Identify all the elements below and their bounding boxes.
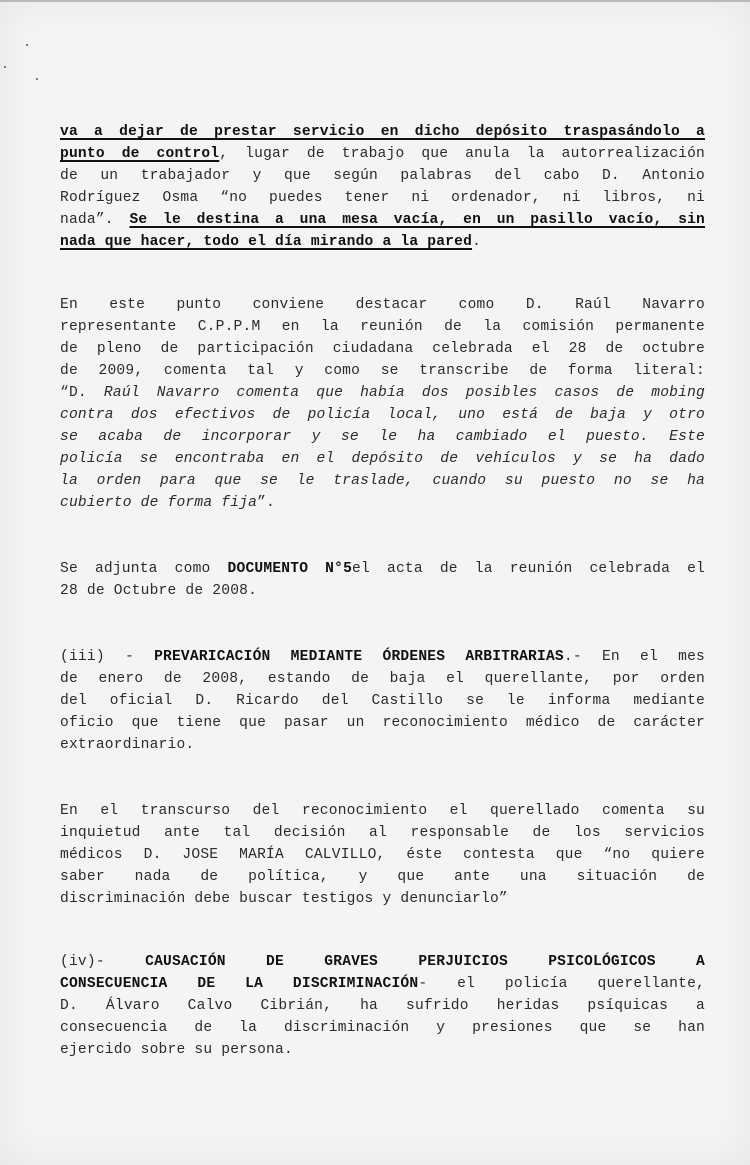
scan-speck bbox=[4, 66, 6, 68]
p1-line-2 bbox=[60, 143, 705, 165]
paragraph-5 bbox=[60, 800, 705, 910]
p1-bold-text: punto de control bbox=[60, 146, 220, 162]
p4-bold-text: PREVARICACIÓN MEDIANTE ÓRDENES ARBITRARIAS bbox=[154, 649, 564, 665]
p1-text: . bbox=[472, 234, 482, 250]
p4-text: .- En el mes bbox=[563, 649, 705, 665]
p2-line-7: se acaba de incorporar y se le ha cambiado el puesto. Este bbox=[60, 429, 705, 445]
paragraph-2 bbox=[60, 294, 705, 514]
p4-line-2: de enero de 2008, estando de baja el querellante, por orden bbox=[60, 671, 705, 687]
p6-line-4: consecuencia de la discriminación y presiones que se han bbox=[60, 1020, 705, 1036]
p2-line-5 bbox=[60, 382, 705, 404]
p3-bold-text: DOCUMENTO N°5 bbox=[227, 561, 353, 577]
p5-line-4: saber nada de política, y que ante una situación de bbox=[60, 869, 705, 885]
scan-speck bbox=[26, 44, 28, 46]
p4-line-1 bbox=[60, 646, 705, 668]
p2-line-1: En este punto conviene destacar como D. Raúl Navarro bbox=[60, 297, 705, 313]
p6-bold-text: CONSECUENCIA DE LA DISCRIMINACIÓN bbox=[60, 976, 419, 992]
p1-line-3: de un trabajador y que según palabras del cabo D. Antonio bbox=[60, 168, 705, 184]
p2-text: ”. bbox=[257, 495, 275, 511]
p6-line-1 bbox=[60, 951, 705, 973]
page-top-edge bbox=[0, 0, 750, 2]
p3-line-2: 28 de Octubre de 2008. bbox=[60, 583, 258, 599]
p6-line-3: D. Álvaro Calvo Cibrián, ha sufrido heridas psíquicas a bbox=[60, 998, 705, 1014]
p3-text: Se adjunta como bbox=[60, 561, 228, 577]
p5-line-2: inquietud ante tal decisión al responsable de los servicios bbox=[60, 825, 705, 841]
p3-line-1 bbox=[60, 558, 705, 580]
p5-line-1: En el transcurso del reconocimiento el querellado comenta su bbox=[60, 803, 705, 819]
p1-bold-text: Se le destina a una mesa vacía, en un pasillo vacío, sin bbox=[129, 212, 705, 228]
p2-quote-text: Raúl Navarro comenta que había dos posibles casos de mobing bbox=[103, 385, 705, 401]
p5-line-3: médicos D. JOSE MARÍA CALVILLO, éste contesta que “no quiere bbox=[60, 847, 705, 863]
p4-line-3: del oficial D. Ricardo del Castillo se le informa mediante bbox=[60, 693, 705, 709]
paragraph-1 bbox=[60, 121, 705, 253]
p1-bold-text: va a dejar de prestar servicio en dicho depósito traspasándolo a bbox=[60, 124, 705, 140]
p1-line-6 bbox=[60, 231, 705, 253]
p4-line-4: oficio que tiene que pasar un reconocimiento médico de carácter bbox=[60, 715, 705, 731]
p1-text: nada”. bbox=[60, 212, 130, 228]
paragraph-4 bbox=[60, 646, 705, 756]
p2-text: “D. bbox=[60, 385, 104, 401]
p4-line-5: extraordinario. bbox=[60, 737, 195, 753]
p2-line-2: representante C.P.P.M en la reunión de la comisión permanente bbox=[60, 319, 705, 335]
p6-text: - el policía querellante, bbox=[418, 976, 705, 992]
p5-line-5: discriminación debe buscar testigos y denunciarlo” bbox=[60, 891, 508, 907]
p2-line-6: contra dos efectivos de policía local, uno está de baja y otro bbox=[60, 407, 705, 423]
p4-text: (iii) - bbox=[60, 649, 155, 665]
p1-line-4: Rodríguez Osma “no puedes tener ni ordenador, ni libros, ni bbox=[60, 190, 705, 206]
p2-line-8: policía se encontraba en el depósito de vehículos y se ha dado bbox=[60, 451, 705, 467]
p6-line-2 bbox=[60, 973, 705, 995]
p1-line-5 bbox=[60, 209, 705, 231]
paragraph-6 bbox=[60, 951, 705, 1061]
paragraph-3 bbox=[60, 558, 705, 602]
p1-text: , lugar de trabajo que anula la autorrealización bbox=[219, 146, 706, 162]
p2-line-4: de 2009, comenta tal y como se transcribe de forma literal: bbox=[60, 363, 705, 379]
p2-line-10 bbox=[60, 492, 705, 514]
scan-speck bbox=[36, 78, 38, 80]
p1-bold-text: nada que hacer, todo el día mirando a la pared bbox=[60, 234, 473, 250]
p2-line-3: de pleno de participación ciudadana celebrada el 28 de octubre bbox=[60, 341, 705, 357]
p1-line-1 bbox=[60, 121, 705, 143]
p6-bold-text: CAUSACIÓN DE GRAVES PERJUICIOS PSICOLÓGICOS A bbox=[145, 954, 705, 970]
p6-text: (iv)- bbox=[60, 954, 146, 970]
p2-line-9: la orden para que se le traslade, cuando su puesto no se ha bbox=[60, 473, 705, 489]
p3-text: el acta de la reunión celebrada el bbox=[352, 561, 706, 577]
p2-quote-text: cubierto de forma fija bbox=[60, 495, 258, 511]
p6-line-5: ejercido sobre su persona. bbox=[60, 1042, 293, 1058]
